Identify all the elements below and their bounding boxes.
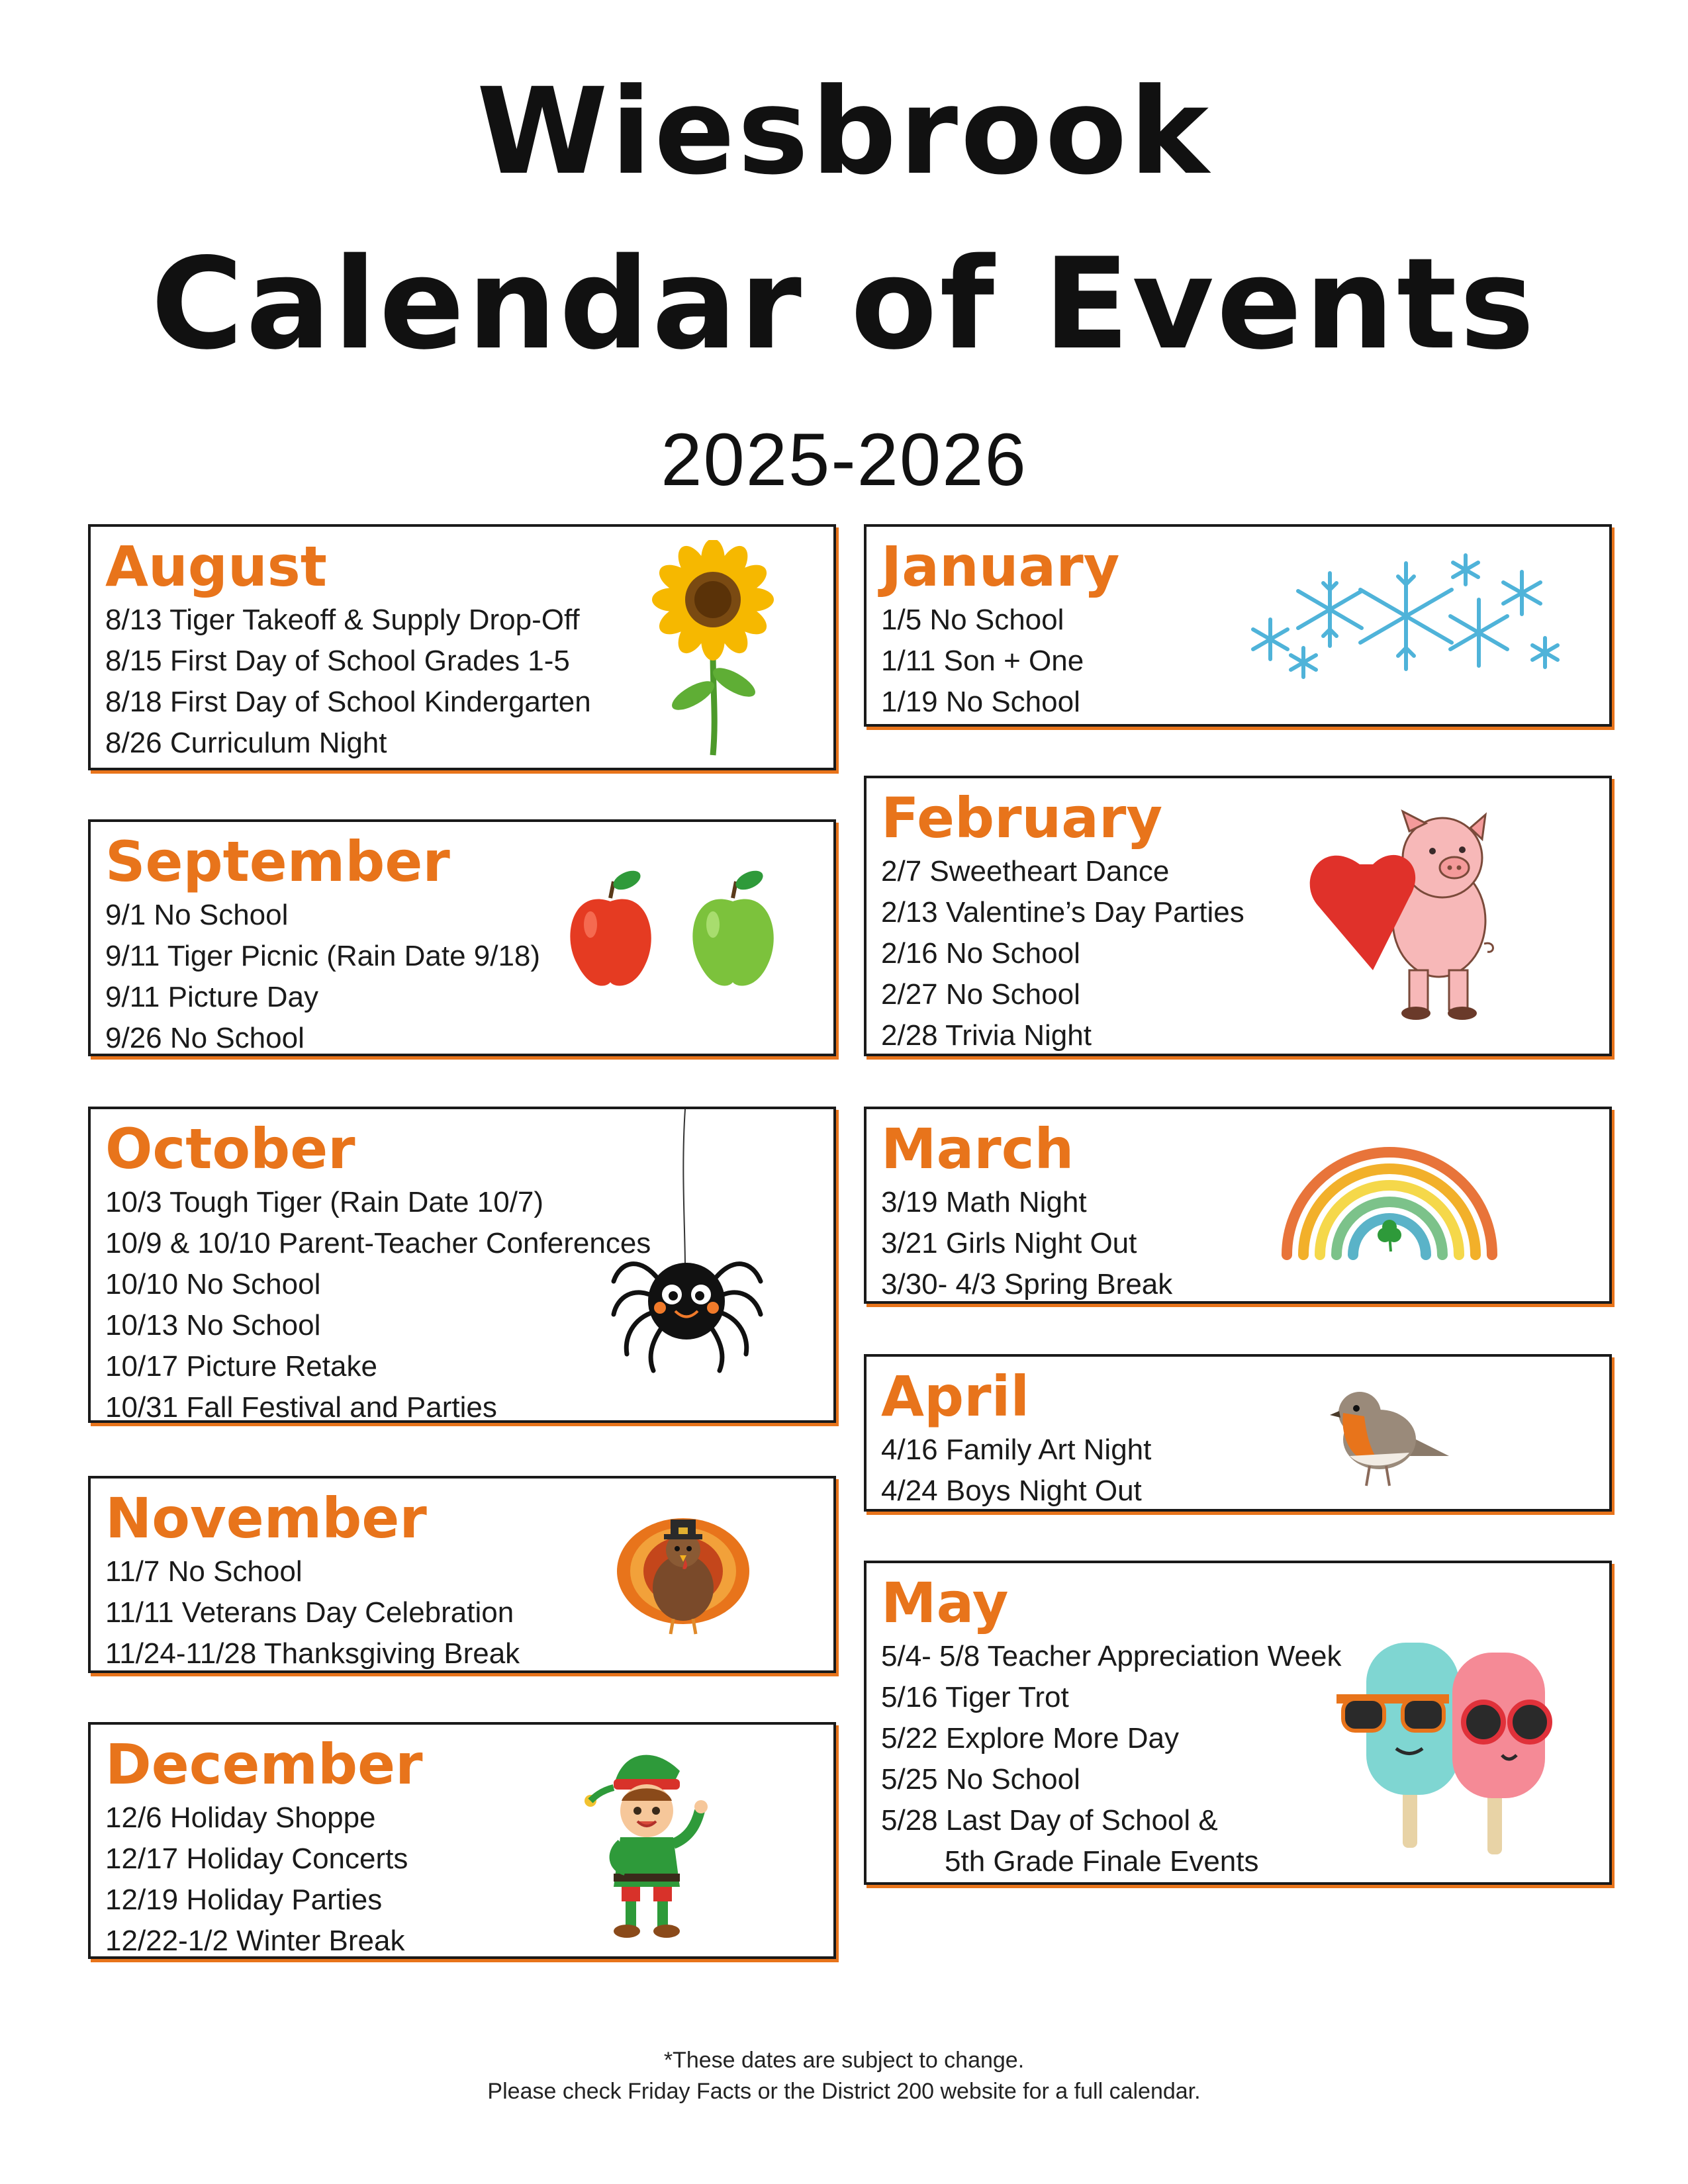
month-box-december <box>88 1722 836 1959</box>
school-name-title: Wiesbrook <box>476 63 1212 201</box>
event-item: 8/13 Tiger Takeoff & Supply Drop-Off <box>105 604 580 636</box>
event-item: 4/16 Family Art Night <box>881 1433 1152 1466</box>
spider-illustration <box>607 1109 766 1374</box>
month-title: April <box>881 1364 1030 1429</box>
event-item: 2/13 Valentine’s Day Parties <box>881 896 1244 929</box>
month-box-february <box>864 776 1612 1056</box>
event-item: 5/22 Explore More Day <box>881 1722 1179 1754</box>
event-item: 8/15 First Day of School Grades 1-5 <box>105 645 570 677</box>
event-item: 1/11 Son + One <box>881 645 1084 677</box>
event-list <box>881 851 1244 1056</box>
month-box-april <box>864 1354 1612 1512</box>
event-item: 8/26 Curriculum Night <box>105 727 387 759</box>
event-item: 12/17 Holiday Concerts <box>105 1843 408 1875</box>
event-item: 5th Grade Finale Events <box>945 1845 1259 1878</box>
event-item: 5/16 Tiger Trot <box>881 1681 1069 1713</box>
event-item: 10/31 Fall Festival and Parties <box>105 1391 497 1424</box>
event-item: 3/21 Girls Night Out <box>881 1227 1137 1259</box>
month-box-october <box>88 1107 836 1423</box>
event-item: 8/18 First Day of School Kindergarten <box>105 686 591 718</box>
event-item: 2/7 Sweetheart Dance <box>881 855 1170 887</box>
event-item: 12/19 Holiday Parties <box>105 1884 383 1916</box>
event-list <box>881 1430 1151 1512</box>
month-title: May <box>881 1570 1009 1635</box>
event-list <box>105 1182 651 1428</box>
rainbow-with-shamrock-illustration <box>1277 1129 1502 1261</box>
event-item: 5/28 Last Day of School & <box>881 1804 1218 1837</box>
month-title: February <box>881 786 1163 850</box>
month-box-march <box>864 1107 1612 1304</box>
event-item: 1/5 No School <box>881 604 1064 636</box>
event-item: 3/30- 4/3 Spring Break <box>881 1268 1173 1300</box>
apples-illustration <box>561 862 799 994</box>
month-box-november <box>88 1476 836 1673</box>
month-box-september <box>88 819 836 1056</box>
event-item: 11/24-11/28 Thanksgiving Break <box>105 1637 520 1670</box>
event-item: 9/11 Tiger Picnic (Rain Date 9/18) <box>105 940 541 972</box>
month-box-august <box>88 524 836 770</box>
pig-with-heart-illustration <box>1297 805 1515 1030</box>
footer-disclaimer: *These dates are subject to change. <box>663 2048 1025 2073</box>
month-box-may <box>864 1561 1612 1885</box>
event-item: 2/27 No School <box>881 978 1080 1011</box>
event-list <box>881 1182 1172 1305</box>
sunflower-illustration <box>647 540 779 758</box>
month-title: December <box>105 1732 423 1797</box>
footer-note: Please check Friday Facts or the District 200 website for a full calendar. <box>487 2079 1201 2104</box>
elf-illustration <box>574 1738 720 1943</box>
event-item: 3/19 Math Night <box>881 1186 1087 1218</box>
month-box-january <box>864 524 1612 727</box>
month-title: August <box>105 534 327 599</box>
event-item: 9/26 No School <box>105 1022 305 1054</box>
event-item: 2/16 No School <box>881 937 1080 970</box>
event-item: 9/11 Picture Day <box>105 981 319 1013</box>
event-list <box>881 1636 1341 1882</box>
month-title: September <box>105 829 450 894</box>
event-item: 10/13 No School <box>105 1309 321 1342</box>
event-item: 12/22-1/2 Winter Break <box>105 1925 405 1957</box>
calendar-title: Calendar of Events <box>151 231 1537 377</box>
event-list <box>881 600 1084 723</box>
event-list <box>105 600 591 764</box>
event-item: 11/11 Veterans Day Celebration <box>105 1596 514 1629</box>
snowflakes-illustration <box>1250 553 1562 686</box>
event-item: 5/4- 5/8 Teacher Appreciation Week <box>881 1640 1342 1672</box>
school-year: 2025-2026 <box>661 418 1027 501</box>
event-item: 11/7 No School <box>105 1555 303 1588</box>
event-item: 2/28 Trivia Night <box>881 1019 1092 1052</box>
event-item: 10/10 No School <box>105 1268 321 1300</box>
event-item: 10/9 & 10/10 Parent-Teacher Conferences <box>105 1227 651 1259</box>
event-item: 9/1 No School <box>105 899 289 931</box>
month-title: November <box>105 1486 427 1551</box>
month-title: October <box>105 1116 355 1181</box>
event-item: 1/19 No School <box>881 686 1080 718</box>
robin-illustration <box>1323 1377 1456 1496</box>
popsicles-illustration <box>1336 1636 1568 1874</box>
event-item: 12/6 Holiday Shoppe <box>105 1801 376 1834</box>
month-title: January <box>881 534 1120 599</box>
event-item: 10/17 Picture Retake <box>105 1350 377 1383</box>
event-list <box>105 895 540 1059</box>
event-list <box>105 1797 408 1962</box>
month-title: March <box>881 1116 1074 1181</box>
turkey-illustration <box>607 1505 759 1637</box>
event-item: 10/3 Tough Tiger (Rain Date 10/7) <box>105 1186 544 1218</box>
event-item: 4/24 Boys Night Out <box>881 1475 1142 1507</box>
event-item: 5/25 No School <box>881 1763 1080 1796</box>
event-list <box>105 1551 520 1674</box>
